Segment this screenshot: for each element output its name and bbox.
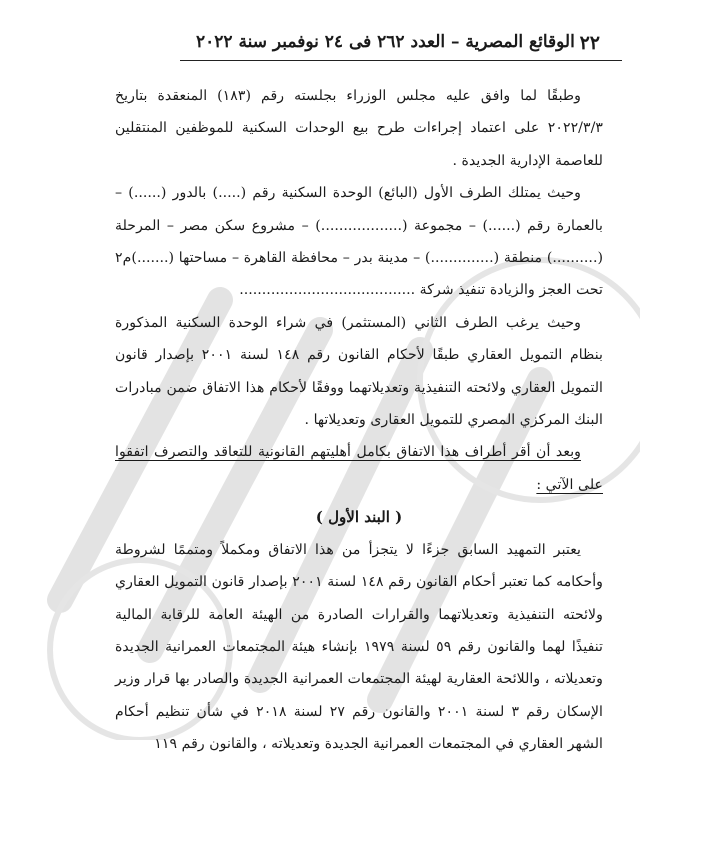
running-title: الوقائع المصرية – العدد ٢٦٢ فى ٢٤ نوفمبر سنة ٢٠٢٢ [196,32,575,52]
paragraph-buyer-intent: وحيث يرغب الطرف الثاني (المستثمر) في شراء الوحدة السكنية المذكورة بنظام التمويل العقاري طبقًا لأحكام القانون رقم ١٤٨ لسنة ٢٠٠١ بإصدار قانون التمويل العقاري ولائحته التنفيذية وتعديلاتهما ووفقًا لأحكام هذا الاتفاق ضمن مبادرات البنك المركزي المصري للتمويل العقارى وتعديلاتها . [115,314,603,429]
paragraph-agreement-intro: وبعد أن أقر أطراف هذا الاتفاق بكامل أهليتهم القانونية للتعاقد والتصرف اتفقوا على الآتي : [115,444,603,493]
page-number: ٢٢ [579,32,600,54]
document-body [115,80,603,761]
paragraph-unit-ownership: وحيث يمتلك الطرف الأول (البائع) الوحدة السكنية رقم (.....) بالدور (......) – بالعمارة رقم (......) – مجموعة (..................) – مشروع سكن مصر – المرحلة (..........) منطقة (..............) – مدينة بدر – محافظة القاهرة – مساحتها (.......)م٢ تحت العجز والزيادة تنفيذ شركة ....................................... [115,185,603,299]
paragraph-clause-one: يعتبر التمهيد السابق جزءًا لا يتجزأ من هذا الاتفاق ومكملاً ومتممًا لشروطة وأحكامه كما تعتبر أحكام القانون رقم ١٤٨ لسنة ٢٠٠١ بإصدار قانون التمويل العقاري ولائحته التنفيذية وتعديلاتهما والقرارات الصادرة من الهيئة العامة للرقابة المالية تنفيذًا لهما والقانون رقم ٥٩ لسنة ١٩٧٩ بإنشاء هيئة المجتمعات العمرانية الجديدة وتعديلاته ، واللائحة العقارية لهيئة المجتمعات العمرانية الجديدة والصادر بها قرار وزير الإسكان رقم ٣ لسنة ٢٠٠١ والقانون رقم ٢٧ لسنة ٢٠١٨ في شأن تنظيم أحكام الشهر العقاري في المجتمعات العمرانية الجديدة وتعديلاته ، والقانون رقم ١١٩ [115,541,604,753]
clause-title: ( البند الأول ) [315,508,403,527]
paragraph-cabinet-approval: وطبقًا لما وافق عليه مجلس الوزراء بجلسته رقم (١٨٣) المنعقدة بتاريخ ٢٠٢٢/٣/٣ على اعتماد إجراءات طرح بيع الوحدات السكنية للموظفين المنتقلين للعاصمة الإدارية الجديدة . [115,88,603,169]
header-divider [180,60,622,61]
